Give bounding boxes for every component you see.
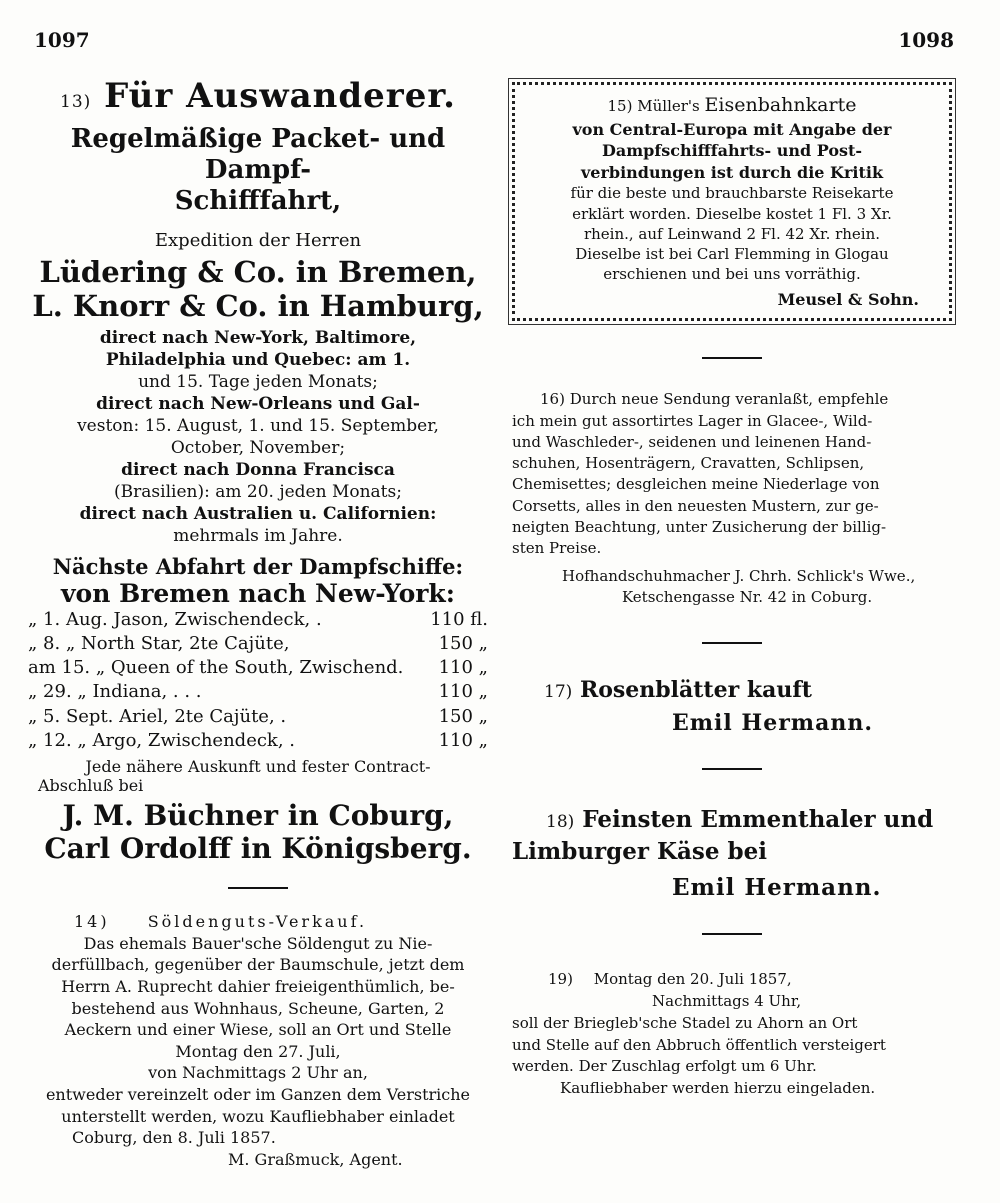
route-line: veston: 15. August, 1. und 15. September, (77, 415, 439, 436)
divider (702, 357, 762, 359)
schedule-price: 150 „ (438, 632, 488, 654)
schedule-row (28, 656, 488, 680)
next-departures-route: von Bremen nach New-York: (61, 578, 455, 608)
info-line: Jede nähere Auskunft und fester Contract- (85, 757, 431, 777)
ad-text: Feinsten Emmenthaler und (582, 806, 934, 834)
ad-text: Dieselbe ist bei Carl Flemming in Glogau (575, 245, 889, 264)
ad-text: neigten Beachtung, unter Zusicherung der billig- (512, 518, 887, 537)
ad-text: Rosenblätter kauft (579, 677, 812, 704)
ad-text: Durch neue Sendung veranlaßt, empfehle (569, 390, 889, 409)
divider (702, 642, 762, 644)
firm-hamburg: L. Knorr & Co. in Hamburg, (32, 288, 484, 323)
expedition-line: Expedition der Herren (154, 229, 362, 251)
ad-18 (512, 804, 952, 903)
ad-text: Chemisettes; desgleichen meine Niederlage von (512, 475, 880, 494)
ad-signature: M. Graßmuck, Agent. (228, 1149, 403, 1169)
schedule-row (28, 705, 488, 729)
ad-title: Söldenguts-Verkauf. (147, 912, 368, 932)
ad-text: Limburger Käse bei (512, 837, 767, 865)
left-column (28, 72, 488, 1170)
ad-text: soll der Briegleb'sche Stadel zu Ahorn an Ort (512, 1013, 858, 1032)
ad-subtitle-2: Schifffahrt, (174, 186, 342, 217)
ad-14 (28, 911, 488, 1170)
schedule-row (28, 632, 488, 656)
route-line: und 15. Tage jeden Monats; (138, 371, 378, 392)
route-line: direct nach Australien u. Californien: (79, 504, 437, 525)
schedule-price: 150 „ (438, 705, 488, 727)
departure-schedule (28, 608, 488, 754)
ad-17 (512, 674, 952, 740)
ad-text: verbindungen ist durch die Kritik (580, 162, 884, 182)
ad-text: Müller's (637, 97, 700, 115)
page-number-right: 1098 (898, 28, 954, 52)
route-line: direct nach Donna Francisca (121, 460, 395, 481)
schedule-departure: „ 29. „ Indiana, . . . (28, 681, 202, 703)
route-line: Philadelphia und Quebec: am 1. (105, 349, 411, 370)
page-number-left: 1097 (34, 28, 90, 52)
schedule-departure: am 15. „ Queen of the South, Zwischend. (28, 657, 404, 679)
divider (228, 887, 288, 889)
schedule-departure: „ 5. Sept. Ariel, 2te Cajüte, . (28, 705, 287, 727)
ad-text: für die beste und brauchbarste Reisekarte (570, 184, 894, 203)
ad-15 (512, 82, 952, 321)
info-line: Abschluß bei (38, 776, 144, 796)
route-line: October, November; (170, 438, 346, 459)
schedule-departure: „ 1. Aug. Jason, Zwischendeck, . (28, 608, 322, 630)
ad-signature: Meusel & Sohn. (777, 289, 919, 309)
ad-text: erschienen und bei uns vorräthig. (603, 265, 861, 284)
ad-signature: Emil Hermann. (672, 710, 873, 737)
ad-text: und Stelle auf den Abbruch öffentlich versteigert (512, 1035, 886, 1054)
schedule-row (28, 680, 488, 704)
ad-number: 13) (60, 92, 92, 112)
schedule-price: 110 „ (438, 681, 488, 703)
schedule-row (28, 608, 488, 632)
ad-text: Das ehemals Bauer'sche Söldengut zu Nie- (83, 933, 433, 953)
ad-text: Montag den 27. Juli, (175, 1041, 341, 1061)
divider (702, 768, 762, 770)
ad-number: 19) (548, 970, 573, 989)
ad-text: erklärt worden. Dieselbe kostet 1 Fl. 3 Xr. (572, 204, 892, 223)
divider (702, 933, 762, 935)
agent-koenigsberg: Carl Ordolff in Königsberg. (44, 832, 472, 866)
schedule-row (28, 729, 488, 753)
ad-text: Dampfschifffahrts- und Post- (601, 141, 863, 161)
ad-text: Herrn A. Ruprecht dahier freieigenthümlich, be- (61, 977, 455, 997)
ad-text: Eisenbahnkarte (704, 94, 857, 116)
ad-text: von Central-Europa mit Angabe der (572, 119, 892, 139)
route-line: (Brasilien): am 20. jeden Monats; (114, 482, 402, 503)
ad-number: 16) (540, 390, 565, 409)
ad-16 (512, 389, 952, 608)
ad-text: werden. Der Zuschlag erfolgt um 6 Uhr. (512, 1057, 817, 1076)
right-column (512, 82, 952, 1100)
schedule-departure: „ 12. „ Argo, Zwischendeck, . (28, 729, 296, 751)
ad-text: rhein., auf Leinwand 2 Fl. 42 Xr. rhein. (583, 224, 881, 243)
ad-text: Montag den 20. Juli 1857, (593, 970, 792, 989)
ad-text: Kaufliebhaber werden hierzu eingeladen. (560, 1079, 876, 1098)
ad-text: derfüllbach, gegenüber der Baumschule, jetzt dem (51, 955, 465, 975)
ad-text: schuhen, Hosenträgern, Cravatten, Schlipsen, (512, 454, 865, 473)
ad-19 (512, 969, 952, 1100)
ad-number: 18) (546, 812, 575, 833)
ad-text: und Waschleder-, seidenen und leinenen Hand- (512, 432, 872, 451)
schedule-price: 110 fl. (430, 608, 488, 630)
next-departures-heading: Nächste Abfahrt der Dampfschiffe: (52, 553, 464, 579)
ad-number: 15) (607, 97, 633, 115)
ad-text: sten Preise. (512, 539, 602, 558)
ad-signature: Ketschengasse Nr. 42 in Coburg. (622, 587, 873, 606)
ad-text: von Nachmittags 2 Uhr an, (148, 1063, 368, 1083)
route-line: direct nach New-York, Baltimore, (99, 327, 417, 348)
ad-text: Coburg, den 8. Juli 1857. (72, 1128, 276, 1148)
ad-subtitle-1: Regelmäßige Packet- und Dampf- (70, 124, 446, 186)
ad-13 (28, 76, 488, 865)
ad-text: bestehend aus Wohnhaus, Scheune, Garten, 2 (71, 998, 445, 1018)
ad-headline: Für Auswanderer. (104, 76, 456, 116)
ad-text: Aeckern und einer Wiese, soll an Ort und Stelle (64, 1020, 452, 1040)
ad-text: entweder vereinzelt oder im Ganzen dem Verstriche (45, 1085, 471, 1105)
ad-signature: Emil Hermann. (672, 873, 882, 901)
ad-text: Nachmittags 4 Uhr, (652, 992, 802, 1011)
ad-text: ich mein gut assortirtes Lager in Glacee-, Wild- (512, 411, 873, 430)
agent-coburg: J. M. Büchner in Coburg, (62, 799, 454, 833)
ad-text: Corsetts, alles in den neuesten Mustern, zur ge- (512, 496, 879, 515)
ad-text: unterstellt werden, wozu Kaufliebhaber einladet (61, 1106, 455, 1126)
ad-signature: Hofhandschuhmacher J. Chrh. Schlick's Wwe., (562, 566, 916, 585)
route-line: mehrmals im Jahre. (173, 526, 343, 547)
schedule-departure: „ 8. „ North Star, 2te Cajüte, (28, 632, 290, 654)
ad-number: 17) (544, 682, 573, 703)
firm-bremen: Lüdering & Co. in Bremen, (39, 254, 477, 289)
route-line: direct nach New-Orleans und Gal- (96, 393, 420, 414)
schedule-price: 110 „ (438, 657, 488, 679)
schedule-price: 110 „ (438, 729, 488, 751)
ad-number: 14) (74, 912, 110, 932)
